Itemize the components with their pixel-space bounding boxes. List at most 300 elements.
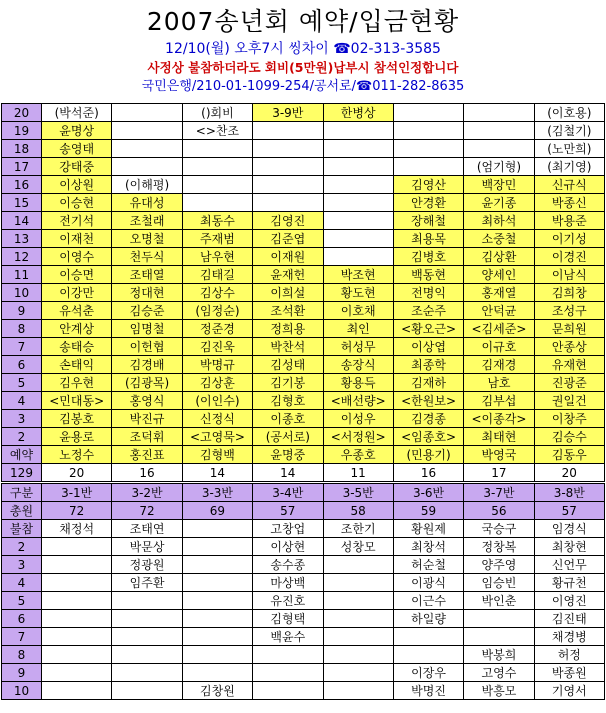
name-cell: 김진욱: [182, 338, 252, 356]
row-number: 9: [2, 302, 42, 320]
absent-name: [182, 646, 252, 664]
table-row: [2, 212, 605, 230]
name-cell: 유석춘: [42, 302, 112, 320]
absent-name: 박인춘: [464, 592, 534, 610]
table-row: [2, 610, 605, 628]
absent-name: [464, 628, 534, 646]
row-number: 8: [2, 320, 42, 338]
name-cell: 20: [42, 464, 112, 482]
name-cell: [182, 140, 252, 158]
row-number: 불참: [2, 520, 42, 538]
name-cell: 안종상: [534, 338, 604, 356]
row-number: 16: [2, 176, 42, 194]
status-table: [1, 103, 605, 700]
table-row: [2, 410, 605, 428]
name-cell: [323, 176, 393, 194]
name-cell: (최기영): [534, 158, 604, 176]
name-cell: 김봉호: [42, 410, 112, 428]
name-cell: [323, 122, 393, 140]
row-number: 4: [2, 392, 42, 410]
absent-name: [42, 592, 112, 610]
name-cell: 양세인: [464, 266, 534, 284]
name-cell: [464, 140, 534, 158]
absent-name: [323, 574, 393, 592]
bank-info: 국민은행/210-01-1099-254/공서로/☎011-282-8635: [141, 79, 465, 94]
page-header: [0, 0, 606, 103]
name-cell: 김준엽: [253, 230, 323, 248]
name-cell: (김철기): [534, 122, 604, 140]
name-cell: (이인수): [182, 392, 252, 410]
table-row: [2, 248, 605, 266]
row-label: 총원: [2, 502, 42, 520]
name-cell: 안경환: [393, 194, 463, 212]
summary-section: [2, 484, 605, 520]
name-cell: 김우현: [42, 374, 112, 392]
absent-name: [323, 556, 393, 574]
absent-name: 황원제: [393, 520, 463, 538]
row-label: 구분: [2, 484, 42, 502]
absent-name: [182, 664, 252, 682]
name-cell: 박용준: [534, 212, 604, 230]
row-number: 5: [2, 592, 42, 610]
absent-name: 채경병: [534, 628, 604, 646]
name-cell: 이호채: [323, 302, 393, 320]
name-cell: 백장민: [464, 176, 534, 194]
name-cell: 신정식: [182, 410, 252, 428]
row-number: 3: [2, 410, 42, 428]
name-cell: 이성우: [323, 410, 393, 428]
row-number: 15: [2, 194, 42, 212]
total-count: 57: [253, 502, 323, 520]
name-cell: 이창주: [534, 410, 604, 428]
page-title: 2007송년회 예약/입금현황: [146, 7, 460, 36]
row-number: 8: [2, 646, 42, 664]
name-cell: 노정수: [42, 446, 112, 464]
table-row: [2, 574, 605, 592]
name-cell: 최하석: [464, 212, 534, 230]
absent-name: [253, 646, 323, 664]
row-number: 19: [2, 122, 42, 140]
absent-name: 박봉희: [464, 646, 534, 664]
name-cell: 이상원: [42, 176, 112, 194]
name-cell: <김세준>: [464, 320, 534, 338]
row-number: 129: [2, 464, 42, 482]
table-row: [2, 446, 605, 464]
name-cell: 문희원: [534, 320, 604, 338]
table-row: [2, 484, 605, 502]
name-cell: (김광목): [112, 374, 182, 392]
absent-name: [112, 628, 182, 646]
name-cell: [182, 194, 252, 212]
table-row: [2, 104, 605, 122]
absent-name: 김창원: [182, 682, 252, 700]
name-cell: 이희설: [253, 284, 323, 302]
absent-name: [323, 592, 393, 610]
absent-name: [323, 664, 393, 682]
name-cell: [253, 176, 323, 194]
name-cell: <배선량>: [323, 392, 393, 410]
name-cell: [323, 140, 393, 158]
name-cell: 이상엽: [393, 338, 463, 356]
name-cell: 20: [534, 464, 604, 482]
absent-name: 마상백: [253, 574, 323, 592]
name-cell: 안계상: [42, 320, 112, 338]
name-cell: 김상환: [464, 248, 534, 266]
name-cell: 정준경: [182, 320, 252, 338]
absent-name: [182, 538, 252, 556]
row-number: 17: [2, 158, 42, 176]
absent-name: [393, 646, 463, 664]
name-cell: 이헌협: [112, 338, 182, 356]
absent-name: 조한기: [323, 520, 393, 538]
absent-name: 고영수: [464, 664, 534, 682]
class-label: 3-7반: [464, 484, 534, 502]
absent-name: [112, 682, 182, 700]
table-row: [2, 682, 605, 700]
name-cell: 김형백: [182, 446, 252, 464]
absent-name: 김진태: [534, 610, 604, 628]
name-cell: (박석준): [42, 104, 112, 122]
class-label: 3-6반: [393, 484, 463, 502]
absent-name: 김형택: [253, 610, 323, 628]
name-cell: [112, 140, 182, 158]
class-label: 3-2반: [112, 484, 182, 502]
name-cell: 정대현: [112, 284, 182, 302]
absent-name: 백윤수: [253, 628, 323, 646]
total-count: 72: [42, 502, 112, 520]
class-label: 3-3반: [182, 484, 252, 502]
name-cell: 윤명중: [253, 446, 323, 464]
name-cell: (이해평): [112, 176, 182, 194]
name-cell: 홍재열: [464, 284, 534, 302]
row-number: 예약: [2, 446, 42, 464]
name-cell: 김병호: [393, 248, 463, 266]
name-cell: 이종호: [253, 410, 323, 428]
name-cell: 김성태: [253, 356, 323, 374]
name-cell: 이규호: [464, 338, 534, 356]
row-number: 2: [2, 538, 42, 556]
name-cell: 조철래: [112, 212, 182, 230]
name-cell: 이재천: [42, 230, 112, 248]
name-cell: 김영산: [393, 176, 463, 194]
table-row: [2, 464, 605, 482]
name-cell: 14: [253, 464, 323, 482]
absent-name: 박명진: [393, 682, 463, 700]
row-number: 4: [2, 574, 42, 592]
absent-name: 이장우: [393, 664, 463, 682]
name-cell: 최인: [323, 320, 393, 338]
name-cell: 조덕휘: [112, 428, 182, 446]
table-row: [2, 338, 605, 356]
name-cell: 이재원: [253, 248, 323, 266]
total-count: 56: [464, 502, 534, 520]
absent-name: [393, 628, 463, 646]
class-label: 3-5반: [323, 484, 393, 502]
name-cell: 김경배: [112, 356, 182, 374]
name-cell: 16: [112, 464, 182, 482]
row-number: 6: [2, 356, 42, 374]
table-row: [2, 356, 605, 374]
row-number: 5: [2, 374, 42, 392]
table-row: [2, 502, 605, 520]
name-cell: [323, 194, 393, 212]
total-count: 58: [323, 502, 393, 520]
table-row: [2, 664, 605, 682]
absent-name: 국승구: [464, 520, 534, 538]
name-cell: 최종학: [393, 356, 463, 374]
name-cell: <서정원>: [323, 428, 393, 446]
absent-name: [42, 664, 112, 682]
name-cell: 이경진: [534, 248, 604, 266]
table-row: [2, 302, 605, 320]
table-row: [2, 158, 605, 176]
name-cell: 3-9반: [253, 104, 323, 122]
absent-name: 하일량: [393, 610, 463, 628]
absent-name: 황규천: [534, 574, 604, 592]
absent-name: 임경식: [534, 520, 604, 538]
name-cell: 조태열: [112, 266, 182, 284]
name-cell: [323, 248, 393, 266]
name-cell: 김희창: [534, 284, 604, 302]
name-cell: [253, 122, 323, 140]
row-number: 20: [2, 104, 42, 122]
row-number: 13: [2, 230, 42, 248]
name-cell: 정희용: [253, 320, 323, 338]
name-cell: 박조현: [323, 266, 393, 284]
name-cell: 권일건: [534, 392, 604, 410]
name-cell: 천두식: [112, 248, 182, 266]
table-row: [2, 520, 605, 538]
name-cell: 김상훈: [182, 374, 252, 392]
name-cell: (공서로): [253, 428, 323, 446]
name-cell: [323, 212, 393, 230]
absent-name: 최창석: [393, 538, 463, 556]
name-cell: 김영진: [253, 212, 323, 230]
name-cell: <한원보>: [393, 392, 463, 410]
name-cell: <이종각>: [464, 410, 534, 428]
name-cell: 최용목: [393, 230, 463, 248]
absent-name: [253, 682, 323, 700]
absent-name: [253, 664, 323, 682]
absent-name: 성창모: [323, 538, 393, 556]
row-number: 3: [2, 556, 42, 574]
name-cell: 김형호: [253, 392, 323, 410]
table-row: [2, 628, 605, 646]
name-cell: 홍영식: [112, 392, 182, 410]
name-cell: <임종호>: [393, 428, 463, 446]
absent-name: [42, 628, 112, 646]
absent-name: [42, 610, 112, 628]
absent-name: [42, 646, 112, 664]
absent-name: 임승빈: [464, 574, 534, 592]
name-cell: 윤재헌: [253, 266, 323, 284]
name-cell: [253, 140, 323, 158]
name-cell: 남우현: [182, 248, 252, 266]
name-cell: 이강만: [42, 284, 112, 302]
absent-name: [42, 556, 112, 574]
name-cell: 전명익: [393, 284, 463, 302]
name-cell: 백동현: [393, 266, 463, 284]
name-cell: 최동수: [182, 212, 252, 230]
absent-name: [323, 646, 393, 664]
name-cell: 박진규: [112, 410, 182, 428]
name-cell: 주재범: [182, 230, 252, 248]
absent-name: [323, 628, 393, 646]
name-cell: [112, 158, 182, 176]
row-number: 2: [2, 428, 42, 446]
name-cell: 장해철: [393, 212, 463, 230]
name-cell: 손태익: [42, 356, 112, 374]
absent-name: 신언무: [534, 556, 604, 574]
table-row: [2, 320, 605, 338]
row-number: 7: [2, 628, 42, 646]
name-cell: 김상수: [182, 284, 252, 302]
name-cell: [393, 104, 463, 122]
name-cell: <>찬조: [182, 122, 252, 140]
absent-name: 유진호: [253, 592, 323, 610]
class-label: 3-8반: [534, 484, 604, 502]
absent-name: 이광식: [393, 574, 463, 592]
name-cell: 유재현: [534, 356, 604, 374]
table-row: [2, 284, 605, 302]
name-cell: [253, 158, 323, 176]
name-cell: 이승현: [42, 194, 112, 212]
name-cell: [112, 104, 182, 122]
row-number: 6: [2, 610, 42, 628]
name-cell: 김동우: [534, 446, 604, 464]
absent-name: [42, 682, 112, 700]
name-cell: 14: [182, 464, 252, 482]
name-cell: 박종신: [534, 194, 604, 212]
name-cell: 안덕균: [464, 302, 534, 320]
table-row: [2, 392, 605, 410]
event-info: 12/10(월) 오후7시 씽차이 ☎02-313-3585: [165, 41, 441, 57]
name-cell: 김기봉: [253, 374, 323, 392]
absent-name: [182, 556, 252, 574]
name-cell: <고영묵>: [182, 428, 252, 446]
name-cell: 송영태: [42, 140, 112, 158]
name-cell: 소중철: [464, 230, 534, 248]
name-cell: [112, 122, 182, 140]
absent-name: 정광원: [112, 556, 182, 574]
table-row: [2, 194, 605, 212]
absent-name: [464, 610, 534, 628]
name-cell: 황용득: [323, 374, 393, 392]
name-cell: [182, 158, 252, 176]
absent-name: 박문상: [112, 538, 182, 556]
name-cell: 11: [323, 464, 393, 482]
name-cell: 김재경: [464, 356, 534, 374]
name-cell: 남호: [464, 374, 534, 392]
name-cell: 진광준: [534, 374, 604, 392]
absent-name: [182, 628, 252, 646]
name-cell: (임정순): [182, 302, 252, 320]
absent-name: [42, 538, 112, 556]
name-cell: 우종호: [323, 446, 393, 464]
total-count: 72: [112, 502, 182, 520]
class-label: 3-1반: [42, 484, 112, 502]
name-cell: 이남식: [534, 266, 604, 284]
name-cell: 조성구: [534, 302, 604, 320]
table-row: [2, 556, 605, 574]
name-cell: 홍진표: [112, 446, 182, 464]
absent-name: 채정석: [42, 520, 112, 538]
name-cell: 윤용로: [42, 428, 112, 446]
absent-name: [182, 574, 252, 592]
name-cell: 김경종: [393, 410, 463, 428]
absent-name: [112, 610, 182, 628]
name-cell: (민용기): [393, 446, 463, 464]
reservation-section: [2, 104, 605, 482]
name-cell: [323, 158, 393, 176]
name-cell: 김부섭: [464, 392, 534, 410]
name-cell: [182, 176, 252, 194]
table-row: [2, 374, 605, 392]
name-cell: 윤기종: [464, 194, 534, 212]
notice-text: 사정상 불참하더라도 회비(5만원)납부시 참석인정합니다: [147, 60, 459, 75]
table-row: [2, 538, 605, 556]
name-cell: 박영국: [464, 446, 534, 464]
name-cell: (이호용): [534, 104, 604, 122]
name-cell: [393, 158, 463, 176]
name-cell: 한병상: [323, 104, 393, 122]
absent-name: 박종원: [534, 664, 604, 682]
absent-name: 송수종: [253, 556, 323, 574]
table-row: [2, 176, 605, 194]
name-cell: 이기성: [534, 230, 604, 248]
row-number: 11: [2, 266, 42, 284]
name-cell: [464, 122, 534, 140]
table-row: [2, 230, 605, 248]
table-row: [2, 122, 605, 140]
name-cell: 최태현: [464, 428, 534, 446]
absent-name: 조태연: [112, 520, 182, 538]
name-cell: 전기석: [42, 212, 112, 230]
absent-name: [323, 682, 393, 700]
absent-name: [112, 664, 182, 682]
absent-name: 박흥모: [464, 682, 534, 700]
row-number: 14: [2, 212, 42, 230]
table-row: [2, 592, 605, 610]
name-cell: 윤명상: [42, 122, 112, 140]
class-label: 3-4반: [253, 484, 323, 502]
name-cell: 임명철: [112, 320, 182, 338]
name-cell: 송태승: [42, 338, 112, 356]
absent-name: 최창현: [534, 538, 604, 556]
absent-name: 이근수: [393, 592, 463, 610]
name-cell: [393, 140, 463, 158]
name-cell: 김승준: [112, 302, 182, 320]
name-cell: [393, 122, 463, 140]
row-number: 12: [2, 248, 42, 266]
absent-name: [182, 592, 252, 610]
name-cell: 강태중: [42, 158, 112, 176]
row-number: 9: [2, 664, 42, 682]
name-cell: 박명규: [182, 356, 252, 374]
name-cell: 김승수: [534, 428, 604, 446]
row-number: 10: [2, 682, 42, 700]
name-cell: 이영수: [42, 248, 112, 266]
absent-name: 허순철: [393, 556, 463, 574]
name-cell: 이승면: [42, 266, 112, 284]
name-cell: 조석환: [253, 302, 323, 320]
name-cell: 오명철: [112, 230, 182, 248]
name-cell: 유대성: [112, 194, 182, 212]
name-cell: 조순주: [393, 302, 463, 320]
absent-section: [2, 520, 605, 700]
total-count: 59: [393, 502, 463, 520]
total-count: 69: [182, 502, 252, 520]
